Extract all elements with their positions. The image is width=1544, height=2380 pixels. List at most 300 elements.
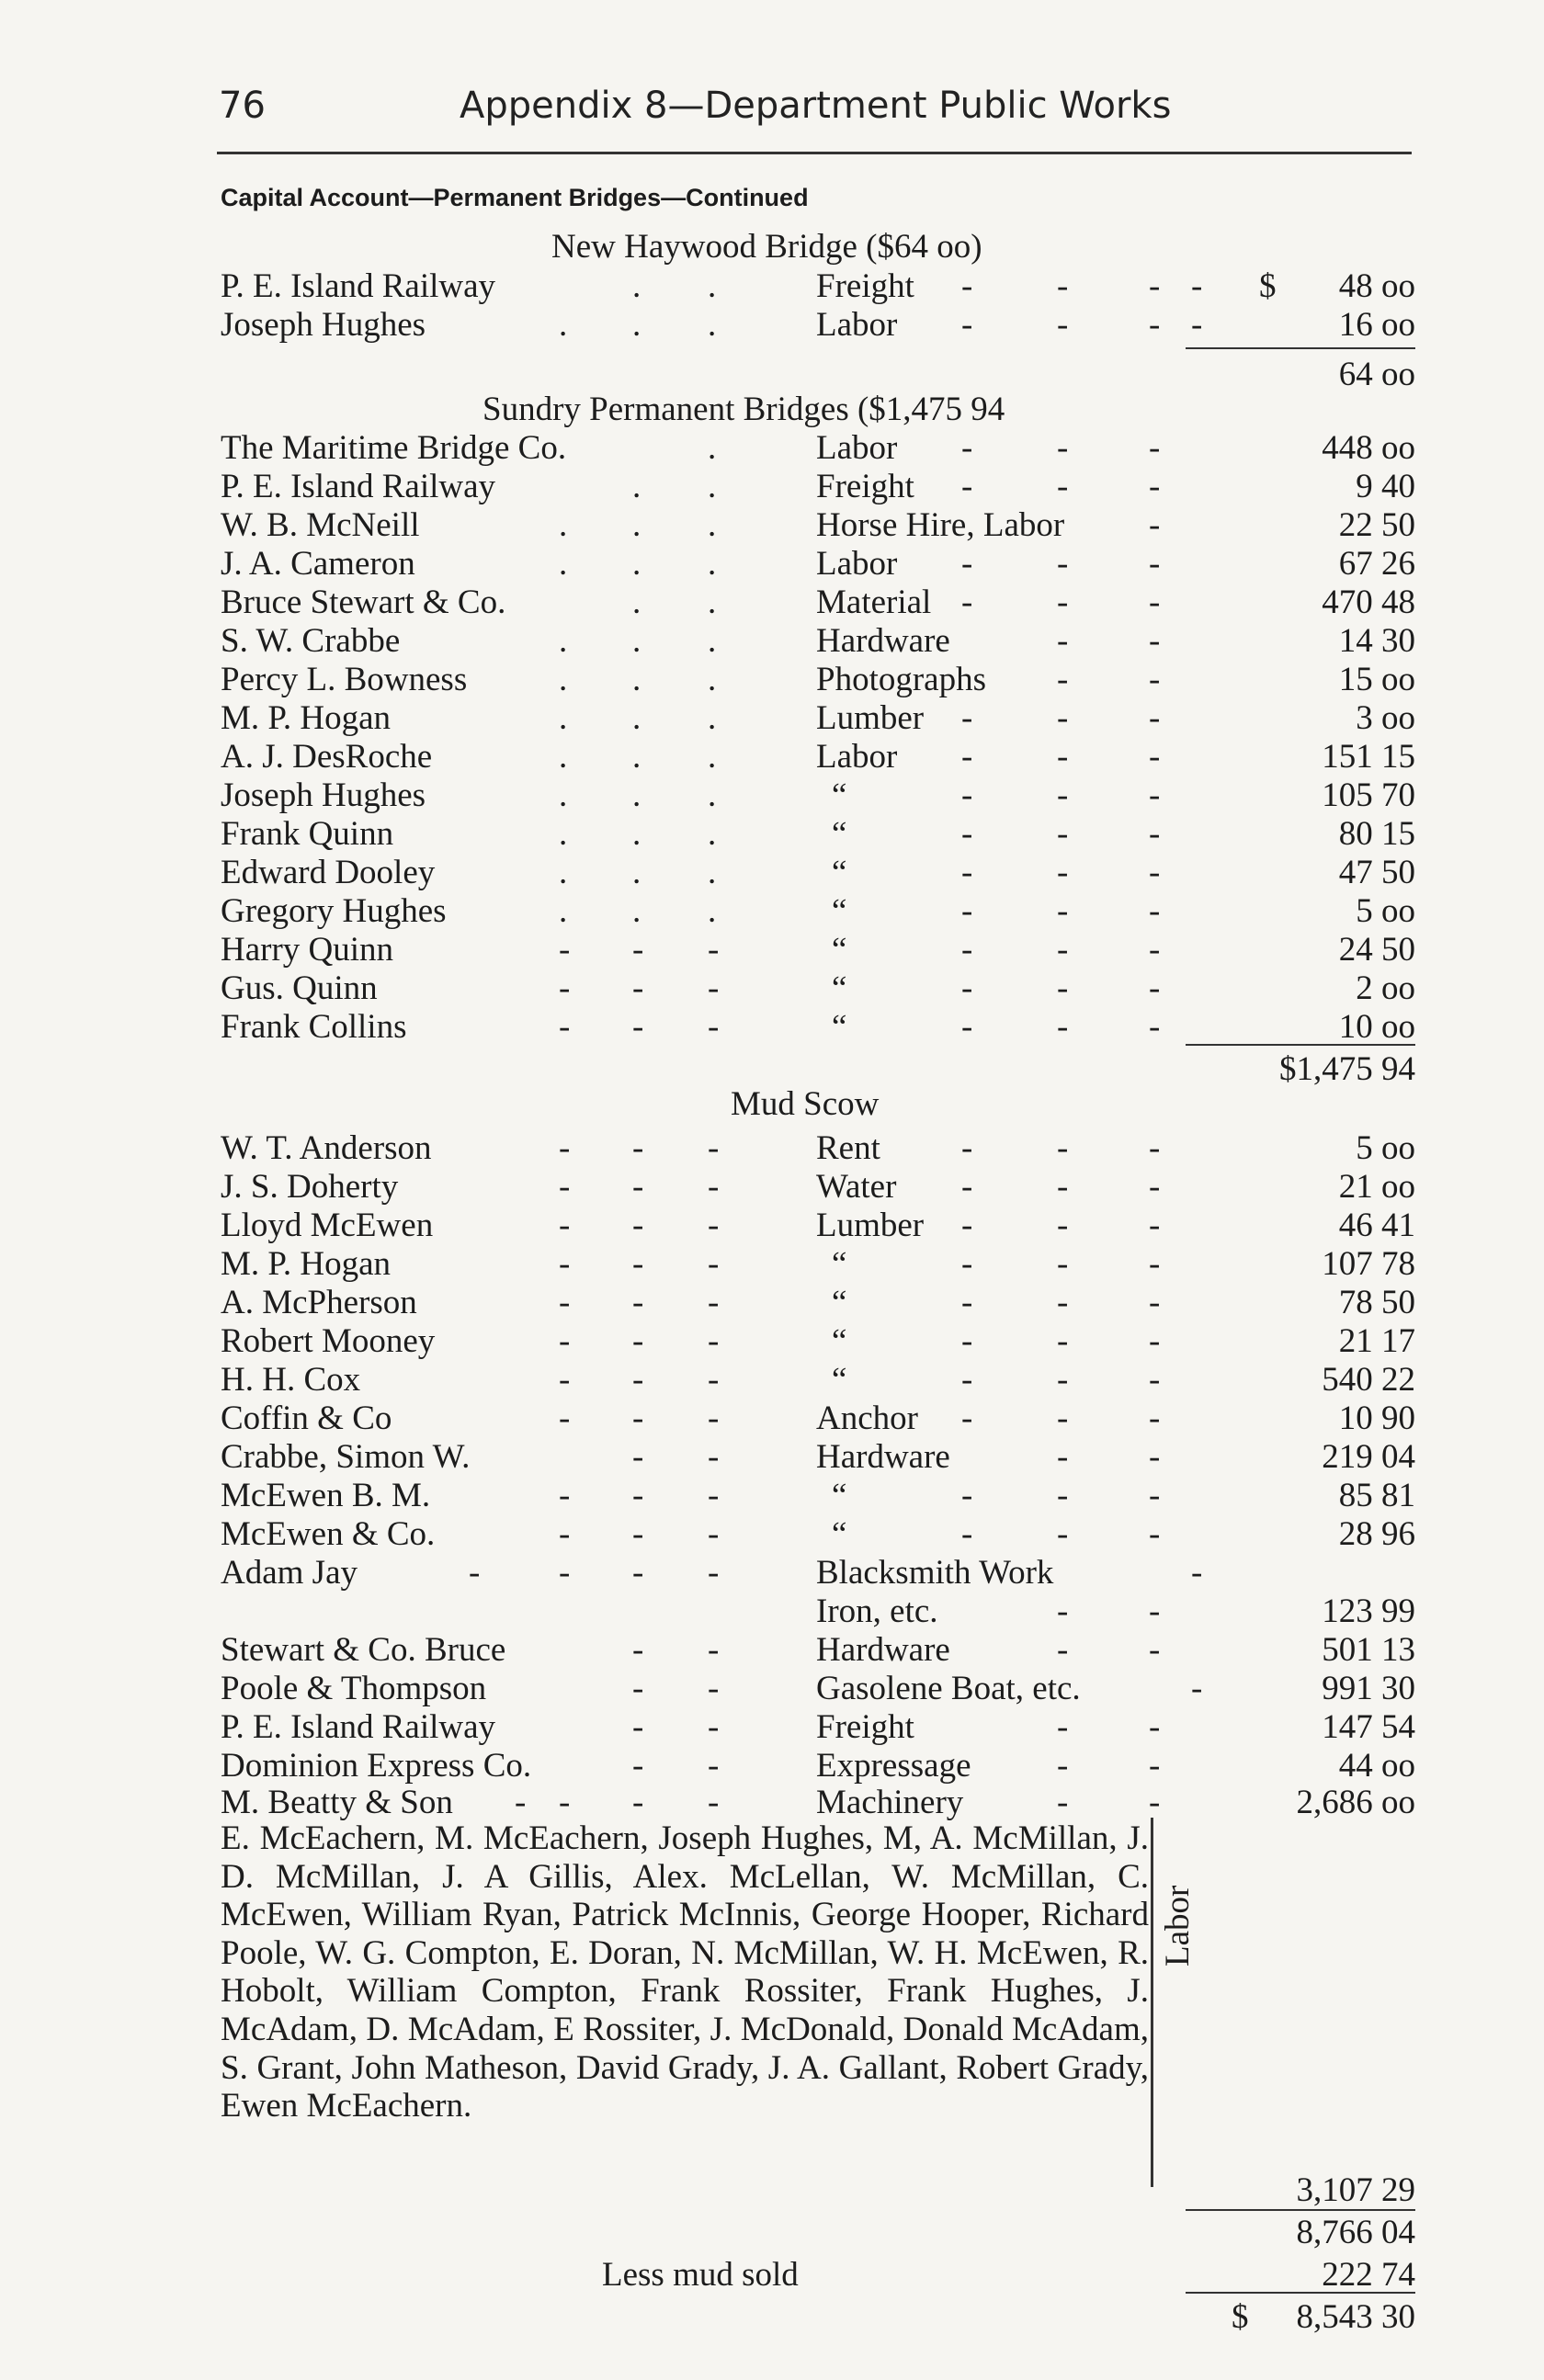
item-description: Labor	[816, 545, 898, 583]
leader-dot: .	[559, 776, 568, 814]
item-description: Labor	[816, 738, 898, 776]
leader-dash: -	[708, 1284, 720, 1321]
leader-dash: -	[559, 1207, 571, 1244]
payee-name: The Maritime Bridge Co.	[221, 429, 567, 467]
leader-dash: -	[1149, 815, 1161, 853]
amount: 2 oo	[1356, 969, 1415, 1007]
item-description: Freight	[816, 1708, 914, 1746]
leader-dash: -	[1149, 1245, 1161, 1283]
leader-dash: -	[708, 1129, 720, 1167]
less-row	[0, 2255, 1544, 2294]
leader-dash: -	[708, 969, 720, 1007]
leader-dash: -	[1057, 1361, 1069, 1399]
leader-dot: .	[559, 854, 568, 891]
page-title: Appendix 8—Department Public Works	[460, 85, 1172, 127]
group-heading-mud-scow: Mud Scow	[731, 1085, 880, 1123]
amount: 22 50	[1338, 506, 1415, 544]
item-description: Freight	[816, 267, 914, 305]
payee-name: Adam Jay	[221, 1554, 358, 1592]
leader-dot: .	[632, 584, 641, 621]
payee-name: Joseph Hughes	[221, 306, 426, 344]
payee-name: M. Beatty & Son	[221, 1784, 453, 1821]
amount: 48 oo	[1338, 267, 1415, 305]
ditto-mark: “	[832, 854, 847, 891]
leader-dot: .	[708, 306, 717, 344]
payee-name: A. McPherson	[221, 1284, 417, 1321]
leader-dash: -	[1149, 1168, 1161, 1206]
table-row	[0, 1783, 1544, 1821]
leader-dash: -	[961, 969, 973, 1007]
leader-dash: -	[1149, 1008, 1161, 1046]
amount: 470 48	[1322, 584, 1415, 621]
leader-dash: -	[1149, 1400, 1161, 1437]
table-row	[0, 1514, 1544, 1553]
ditto-mark: “	[832, 1322, 847, 1360]
leader-dash: -	[1057, 1438, 1069, 1476]
payee-name: Joseph Hughes	[221, 776, 426, 814]
item-description: Hardware	[816, 622, 950, 660]
leader-dash: -	[632, 1284, 644, 1321]
item-description: Expressage	[816, 1747, 971, 1785]
leader-dash: -	[1057, 1784, 1069, 1821]
leader-dot: .	[559, 699, 568, 737]
leader-dash: -	[559, 1008, 571, 1046]
leader-dash: -	[1057, 1168, 1069, 1206]
amount: 540 22	[1322, 1361, 1415, 1399]
leader-dash: -	[632, 1784, 644, 1821]
table-row	[0, 1669, 1544, 1707]
leader-dash: -	[632, 1400, 644, 1437]
amount: 10 oo	[1338, 1008, 1415, 1046]
payee-name: J. S. Doherty	[221, 1168, 399, 1206]
table-row	[0, 1553, 1544, 1592]
ditto-mark: “	[832, 815, 847, 853]
sum-rule	[1186, 1044, 1415, 1046]
leader-dash: -	[632, 1554, 644, 1592]
group-heading-new-haywood: New Haywood Bridge ($64 oo)	[551, 228, 982, 266]
table-row	[0, 1206, 1544, 1244]
payee-name: S. W. Crabbe	[221, 622, 401, 660]
leader-dot: .	[708, 267, 717, 305]
leader-dash: -	[1057, 1708, 1069, 1746]
leader-dash: -	[1149, 699, 1161, 737]
amount: 151 15	[1322, 738, 1415, 776]
table-row	[0, 428, 1544, 467]
leader-dot: .	[632, 815, 641, 853]
leader-dash: -	[708, 1747, 720, 1785]
leader-dash: -	[1057, 854, 1069, 891]
leader-dash: -	[961, 738, 973, 776]
amount: 15 oo	[1338, 661, 1415, 698]
leader-dash: -	[708, 1168, 720, 1206]
amount: 85 81	[1338, 1477, 1415, 1514]
payee-name: W. T. Anderson	[221, 1129, 432, 1167]
table-row	[0, 814, 1544, 853]
payee-name: M. P. Hogan	[221, 1245, 392, 1283]
leader-dot: .	[559, 815, 568, 853]
leader-dot: .	[708, 892, 717, 930]
table-row	[0, 1007, 1544, 1046]
leader-dash: -	[961, 1207, 973, 1244]
amount: 3 oo	[1356, 699, 1415, 737]
leader-dash: -	[1149, 506, 1161, 544]
leader-dash: -	[1191, 267, 1203, 305]
leader-dash: -	[1149, 1438, 1161, 1476]
leader-dash: -	[961, 429, 973, 467]
sum-rule	[1186, 2292, 1415, 2294]
leader-dash: -	[961, 699, 973, 737]
leader-dash: -	[1057, 622, 1069, 660]
item-description: Lumber	[816, 1207, 925, 1244]
leader-dot: .	[559, 545, 568, 583]
leader-dash: -	[961, 1168, 973, 1206]
leader-dash: -	[1057, 267, 1069, 305]
item-description: Water	[816, 1168, 897, 1206]
leader-dash: -	[1191, 1670, 1203, 1707]
ditto-mark: “	[832, 1245, 847, 1283]
table-row	[0, 930, 1544, 969]
ditto-mark: “	[832, 931, 847, 969]
payee-name: J. A. Cameron	[221, 545, 415, 583]
leader-dash: -	[632, 1515, 644, 1553]
payee-name: Edward Dooley	[221, 854, 436, 891]
amount: 9 40	[1356, 468, 1415, 505]
leader-dash: -	[708, 1670, 720, 1707]
leader-dash: -	[1149, 1129, 1161, 1167]
leader-dot: .	[708, 545, 717, 583]
leader-dash: -	[961, 1245, 973, 1283]
leader-dot: .	[559, 738, 568, 776]
leader-dash: -	[632, 969, 644, 1007]
item-description: Horse Hire, Labor	[816, 506, 1065, 544]
leader-dash: -	[708, 1438, 720, 1476]
leader-dash: -	[961, 815, 973, 853]
leader-dot: .	[632, 661, 641, 698]
labor-total-row	[0, 2170, 1544, 2209]
table-row	[0, 266, 1544, 305]
leader-dash: -	[1057, 699, 1069, 737]
leader-dash: -	[1149, 1322, 1161, 1360]
payee-name: Harry Quinn	[221, 931, 394, 969]
leader-dash: -	[1149, 1361, 1161, 1399]
ditto-mark: “	[832, 1284, 847, 1321]
ditto-mark: “	[832, 776, 847, 814]
table-row	[0, 1592, 1544, 1630]
leader-dash: -	[1057, 1477, 1069, 1514]
leader-dot: .	[632, 738, 641, 776]
table-row	[0, 544, 1544, 583]
header-rule	[217, 152, 1412, 154]
leader-dot: .	[632, 306, 641, 344]
leader-dash: -	[1057, 931, 1069, 969]
leader-dot: .	[632, 892, 641, 930]
leader-dash: -	[1057, 1515, 1069, 1553]
leader-dash: -	[1149, 1747, 1161, 1785]
leader-dash: -	[559, 1400, 571, 1437]
table-row	[0, 776, 1544, 814]
leader-dot: .	[559, 892, 568, 930]
ditto-mark: “	[832, 1477, 847, 1514]
amount: 21 oo	[1338, 1168, 1415, 1206]
amount: 219 04	[1322, 1438, 1415, 1476]
table-row	[0, 1128, 1544, 1167]
leader-dot: .	[632, 776, 641, 814]
leader-dash: -	[1057, 545, 1069, 583]
leader-dash: -	[1057, 429, 1069, 467]
leader-dash: -	[632, 1245, 644, 1283]
item-description: Labor	[816, 306, 898, 344]
leader-dash: -	[961, 267, 973, 305]
leader-dot: .	[708, 854, 717, 891]
leader-dot: .	[559, 506, 568, 544]
leader-dash: -	[961, 306, 973, 344]
leader-dash: -	[961, 931, 973, 969]
leader-dash: -	[632, 1322, 644, 1360]
table-row	[0, 1399, 1544, 1437]
leader-dot: .	[708, 429, 717, 467]
leader-dash: -	[632, 1670, 644, 1707]
payee-name: Crabbe, Simon W.	[221, 1438, 471, 1476]
leader-dash: -	[559, 969, 571, 1007]
leader-dash: -	[708, 1245, 720, 1283]
payee-name: M. P. Hogan	[221, 699, 392, 737]
table-row	[0, 1707, 1544, 1746]
amount: 46 41	[1338, 1207, 1415, 1244]
leader-dash: -	[708, 1515, 720, 1553]
amount: 44 oo	[1338, 1747, 1415, 1785]
payee-name: Frank Quinn	[221, 815, 394, 853]
item-description: Labor	[816, 429, 898, 467]
item-description: Photographs	[816, 661, 986, 698]
leader-dash: -	[708, 1207, 720, 1244]
leader-dash: -	[708, 1322, 720, 1360]
payee-name: W. B. McNeill	[221, 506, 420, 544]
leader-dash: -	[1191, 1554, 1203, 1592]
leader-dash: -	[632, 1207, 644, 1244]
leader-dash: -	[708, 1708, 720, 1746]
leader-dash: -	[1057, 776, 1069, 814]
amount: 147 54	[1322, 1708, 1415, 1746]
amount: 16 oo	[1338, 306, 1415, 344]
ditto-mark: “	[832, 1008, 847, 1046]
leader-dash: -	[1057, 1631, 1069, 1669]
leader-dot: .	[632, 506, 641, 544]
leader-dash: -	[632, 1477, 644, 1514]
leader-dot: .	[632, 468, 641, 505]
leader-dash: -	[559, 1784, 571, 1821]
leader-dash: -	[1149, 1708, 1161, 1746]
labor-names-paragraph: E. McEachern, M. McEachern, Joseph Hughes, M, A. McMillan, J. D. McMillan, J. A Gillis, Alex. McLellan, W. McMillan, C. McEwen, William Ryan, Patrick McInnis, George Hooper, Richard Poole, W. G. Compton, E. Doran, N. McMillan, W. H. McEwen, R. Hobolt, William Compton, Frank Rossiter, Frank Hughes, J. McAdam, D. McAdam, E Rossiter, J. McDonald, Donald McAdam, S. Grant, John Matheson, David Grady, J. A. Gallant, Robert Grady, Ewen McEachern.	[221, 1819, 1149, 2125]
leader-dash: -	[708, 1554, 720, 1592]
page-number: 76	[219, 85, 266, 127]
leader-dash: -	[1057, 306, 1069, 344]
leader-dash: -	[961, 1322, 973, 1360]
sum-rule	[1186, 347, 1415, 349]
leader-dot: .	[708, 468, 717, 505]
leader-dash: -	[1149, 1631, 1161, 1669]
leader-dash: -	[1057, 468, 1069, 505]
leader-dash: -	[1057, 892, 1069, 930]
amount: 105 70	[1322, 776, 1415, 814]
leader-dash: -	[1149, 429, 1161, 467]
leader-dash: -	[559, 1554, 571, 1592]
leader-dash: -	[1149, 738, 1161, 776]
leader-dash: -	[559, 1361, 571, 1399]
payee-name: Bruce Stewart & Co.	[221, 584, 506, 621]
table-row	[0, 737, 1544, 776]
leader-dash: -	[961, 1008, 973, 1046]
amount: 448 oo	[1322, 429, 1415, 467]
leader-dash: -	[1149, 306, 1161, 344]
leader-dot: .	[632, 854, 641, 891]
table-row	[0, 505, 1544, 544]
leader-dash: -	[961, 1129, 973, 1167]
leader-dash: -	[961, 545, 973, 583]
table-row	[0, 583, 1544, 621]
amount: 24 50	[1338, 931, 1415, 969]
less-label: Less mud sold	[602, 2256, 799, 2294]
leader-dash: -	[1149, 622, 1161, 660]
leader-dash: -	[1149, 1284, 1161, 1321]
amount: 2,686 oo	[1296, 1784, 1415, 1821]
leader-dash: -	[515, 1784, 527, 1821]
section-heading: Capital Account—Permanent Bridges—Continued	[221, 184, 809, 211]
leader-dash: -	[961, 892, 973, 930]
leader-dash: -	[632, 1708, 644, 1746]
item-description: Anchor	[816, 1400, 918, 1437]
leader-dash: -	[1149, 931, 1161, 969]
table-row	[0, 698, 1544, 737]
group-total: $1,475 94	[1279, 1050, 1415, 1088]
final-total-row	[0, 2297, 1544, 2336]
item-description: Blacksmith Work	[816, 1554, 1054, 1592]
payee-name: Gregory Hughes	[221, 892, 447, 930]
table-row	[0, 891, 1544, 930]
payee-name: A. J. DesRoche	[221, 738, 433, 776]
leader-dash: -	[1149, 267, 1161, 305]
table-row	[0, 1321, 1544, 1360]
ditto-mark: “	[832, 1515, 847, 1553]
leader-dot: .	[708, 738, 717, 776]
leader-dash: -	[559, 1284, 571, 1321]
leader-dash: -	[559, 1322, 571, 1360]
item-description: Hardware	[816, 1438, 950, 1476]
leader-dash: -	[961, 1361, 973, 1399]
dollar-sign: $	[1259, 267, 1277, 305]
leader-dash: -	[559, 1168, 571, 1206]
leader-dash: -	[632, 1129, 644, 1167]
item-description: Lumber	[816, 699, 925, 737]
leader-dash: -	[1057, 815, 1069, 853]
payee-name: Poole & Thompson	[221, 1670, 487, 1707]
leader-dot: .	[632, 699, 641, 737]
final-total: 8,543 30	[1296, 2298, 1415, 2336]
leader-dash: -	[1149, 854, 1161, 891]
leader-dash: -	[961, 1477, 973, 1514]
leader-dash: -	[708, 1477, 720, 1514]
subtotal-row	[0, 2213, 1544, 2251]
table-row	[0, 305, 1544, 344]
table-row	[0, 969, 1544, 1007]
leader-dash: -	[1057, 1207, 1069, 1244]
item-description: Freight	[816, 468, 914, 505]
leader-dash: -	[1191, 306, 1203, 344]
table-row	[0, 1746, 1544, 1785]
payee-name: P. E. Island Railway	[221, 468, 496, 505]
leader-dot: .	[632, 622, 641, 660]
leader-dash: -	[1057, 969, 1069, 1007]
leader-dash: -	[1149, 1477, 1161, 1514]
leader-dot: .	[559, 661, 568, 698]
leader-dash: -	[1057, 1322, 1069, 1360]
leader-dot: .	[559, 622, 568, 660]
amount: 10 90	[1338, 1400, 1415, 1437]
table-row	[0, 1283, 1544, 1321]
table-row	[0, 621, 1544, 660]
leader-dash: -	[1149, 892, 1161, 930]
leader-dash: -	[559, 1245, 571, 1283]
payee-name: Coffin & Co	[221, 1400, 392, 1437]
payee-name: Lloyd McEwen	[221, 1207, 434, 1244]
leader-dash: -	[632, 1168, 644, 1206]
group-total-row	[0, 1049, 1544, 1088]
leader-dash: -	[1057, 1245, 1069, 1283]
leader-dash: -	[632, 1361, 644, 1399]
leader-dash: -	[1149, 545, 1161, 583]
leader-dash: -	[559, 1477, 571, 1514]
leader-dash: -	[1057, 738, 1069, 776]
leader-dash: -	[1057, 1747, 1069, 1785]
group-total-row	[0, 355, 1544, 393]
subtotal-amount: 8,766 04	[1296, 2214, 1415, 2251]
amount: 5 oo	[1356, 1129, 1415, 1167]
item-description: Iron, etc.	[816, 1592, 938, 1630]
payee-name: McEwen & Co.	[221, 1515, 436, 1553]
group-total: 64 oo	[1338, 356, 1415, 393]
amount: 78 50	[1338, 1284, 1415, 1321]
leader-dash: -	[961, 854, 973, 891]
leader-dash: -	[1057, 1400, 1069, 1437]
leader-dash: -	[1057, 1129, 1069, 1167]
leader-dash: -	[708, 931, 720, 969]
leader-dot: .	[632, 267, 641, 305]
amount: 501 13	[1322, 1631, 1415, 1669]
table-row	[0, 1476, 1544, 1514]
payee-name: Stewart & Co. Bruce	[221, 1631, 506, 1669]
payee-name: Robert Mooney	[221, 1322, 436, 1360]
labor-bracket	[1151, 1818, 1153, 2187]
leader-dash: -	[1149, 1592, 1161, 1630]
table-row	[0, 1167, 1544, 1206]
amount: 107 78	[1322, 1245, 1415, 1283]
payee-name: Frank Collins	[221, 1008, 407, 1046]
leader-dot: .	[708, 622, 717, 660]
amount: 5 oo	[1356, 892, 1415, 930]
leader-dash: -	[708, 1631, 720, 1669]
leader-dash: -	[961, 1284, 973, 1321]
leader-dash: -	[961, 468, 973, 505]
amount: 123 99	[1322, 1592, 1415, 1630]
ditto-mark: “	[832, 1361, 847, 1399]
leader-dash: -	[632, 1008, 644, 1046]
amount: 14 30	[1338, 622, 1415, 660]
labor-vertical-label: Labor	[1159, 1885, 1197, 1966]
amount: 80 15	[1338, 815, 1415, 853]
leader-dash: -	[1057, 1284, 1069, 1321]
payee-name: McEwen B. M.	[221, 1477, 431, 1514]
leader-dash: -	[1057, 1592, 1069, 1630]
leader-dot: .	[708, 506, 717, 544]
